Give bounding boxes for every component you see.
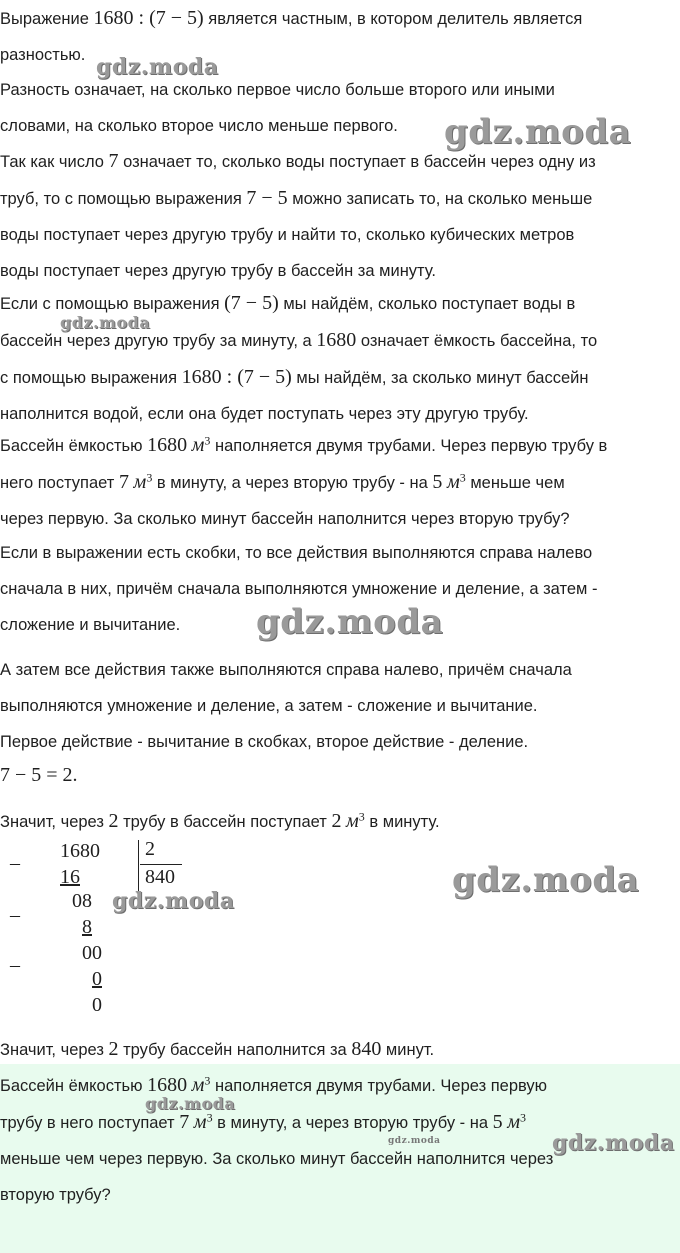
text: сначала в них, причём сначала выполняются умножение и деление, а затем - (0, 580, 598, 598)
math-exponent: 3 (206, 1110, 213, 1125)
text: Значит, через (0, 813, 109, 831)
text: минут. (381, 1041, 435, 1059)
text: Если в выражении есть скобки, то все действия выполняются справа налево (0, 544, 593, 562)
math-unit: м (133, 471, 147, 493)
text: наполняется двумя трубами. Через первую трубу в (210, 437, 608, 455)
text: меньше чем (465, 474, 565, 492)
math-expression: 1680 : (7 − 5) (93, 7, 204, 29)
problem-statement (0, 427, 680, 537)
math-number: 2 (108, 810, 119, 832)
text: воды поступает через другую трубу и найти то, сколько кубических метров (0, 226, 575, 244)
math-exponent: 3 (519, 1110, 526, 1125)
math-number: 5 (432, 471, 443, 493)
text: него поступает (0, 474, 119, 492)
math-exponent: 3 (459, 470, 466, 485)
text: означает то, сколько воды поступает в бассейн через одну из (118, 153, 596, 171)
math-unit: м (346, 810, 359, 832)
watermark: gdz.moda (145, 1094, 236, 1113)
text: бассейн через другую трубу за минуту, а (0, 332, 317, 350)
math-expression: 7 (108, 150, 119, 172)
watermark: gdz.moda (452, 860, 640, 900)
math-number: 2 (108, 1038, 119, 1060)
text: Разность означает, на сколько первое число больше второго или иными (0, 81, 555, 99)
math-number: 7 (179, 1111, 190, 1133)
divisor: 2 (145, 838, 155, 860)
math-unit: м (191, 1074, 205, 1096)
text: мы найдём, сколько поступает воды в (278, 295, 576, 313)
math-unit: м (193, 1111, 207, 1133)
text: мы найдём, за сколько минут бассейн (291, 369, 589, 387)
division-horizontal-line (140, 864, 182, 865)
math-exponent: 3 (204, 1073, 211, 1088)
watermark: gdz.moda (112, 888, 235, 914)
watermark: gdz.moda (96, 54, 219, 80)
dividend: 1680 (60, 840, 100, 862)
math-unit: м (507, 1111, 520, 1133)
watermark: gdz.moda (256, 602, 444, 642)
math-expression: 1680 (316, 329, 357, 351)
subtrahend: 0 (92, 968, 102, 990)
math-number: 7 (118, 471, 129, 493)
paragraph-8 (0, 724, 680, 760)
paragraph-7 (0, 652, 680, 724)
math-unit: м (446, 471, 460, 493)
subtrahend: 16 (60, 866, 80, 888)
text: трубу бассейн наполнится за (118, 1041, 352, 1059)
text: меньше чем через первую. За сколько минут бассейн наполнится через (0, 1150, 554, 1168)
text: трубу в него поступает (0, 1114, 180, 1132)
text: наполняется двумя трубами. Через первую (210, 1077, 548, 1095)
text: наполнится водой, если она будет поступать через эту другую трубу. (0, 405, 529, 423)
remainder: 00 (82, 942, 102, 964)
text: в минуту. (364, 813, 440, 831)
math-number: 1680 (147, 434, 188, 456)
text: в минуту, а через вторую трубу - на (212, 1114, 493, 1132)
minus-sign: – (10, 904, 20, 926)
math-number: 5 (492, 1111, 503, 1133)
division-vertical-line (138, 840, 139, 894)
watermark: gdz.moda (60, 313, 151, 332)
math-unit: м (191, 434, 205, 456)
math-number: 1680 (147, 1074, 188, 1096)
minus-sign: – (10, 954, 20, 976)
text: вторую трубу? (0, 1186, 111, 1204)
text: сложение и вычитание. (0, 616, 181, 634)
text: Бассейн ёмкостью (0, 437, 148, 455)
text: в минуту, а через вторую трубу - на (152, 474, 433, 492)
remainder: 0 (92, 994, 102, 1016)
watermark: gdz.moda (552, 1130, 675, 1156)
long-division (0, 834, 300, 1024)
text: выполняются умножение и деление, а затем - сложение и вычитание. (0, 697, 538, 715)
text: через первую. За сколько минут бассейн наполнится через вторую трубу? (0, 510, 570, 528)
equation-1 (0, 757, 680, 793)
text: является частным, в котором делитель является (203, 10, 583, 28)
text: Выражение (0, 10, 94, 28)
text: труб, то с помощью выражения (0, 190, 247, 208)
text: Первое действие - вычитание в скобках, второе действие - деление. (0, 733, 529, 751)
text: Значит, через (0, 1041, 109, 1059)
text: Бассейн ёмкостью (0, 1077, 148, 1095)
text: Если с помощью выражения (0, 295, 225, 313)
math-expression: 7 − 5 = 2. (0, 764, 78, 786)
text: Так как число (0, 153, 109, 171)
math-number: 840 (351, 1038, 382, 1060)
text: разностью. (0, 46, 86, 64)
quotient: 840 (145, 866, 175, 888)
paragraph-3 (0, 143, 680, 289)
remainder: 08 (72, 890, 92, 912)
watermark: gdz.moda (388, 1136, 441, 1146)
text: трубу в бассейн поступает (118, 813, 332, 831)
text: воды поступает через другую трубу в бассейн за минуту. (0, 262, 436, 280)
subtrahend: 8 (82, 916, 92, 938)
text: с помощью выражения (0, 369, 182, 387)
text: можно записать то, на сколько меньше (287, 190, 593, 208)
math-expression: (7 − 5) (224, 292, 279, 314)
minus-sign: – (10, 852, 20, 874)
math-exponent: 3 (204, 433, 211, 448)
text: словами, на сколько второе число меньше первого. (0, 117, 398, 135)
math-exponent: 3 (358, 809, 365, 824)
math-number: 2 (331, 810, 342, 832)
text: означает ёмкость бассейна, то (356, 332, 598, 350)
math-expression: 1680 : (7 − 5) (181, 366, 292, 388)
paragraph-4 (0, 285, 680, 432)
math-exponent: 3 (146, 470, 153, 485)
paragraph-10 (0, 1031, 680, 1068)
text: А затем все действия также выполняются справа налево, причём сначала (0, 661, 572, 679)
math-expression: 7 − 5 (246, 187, 288, 209)
watermark: gdz.moda (444, 112, 632, 152)
